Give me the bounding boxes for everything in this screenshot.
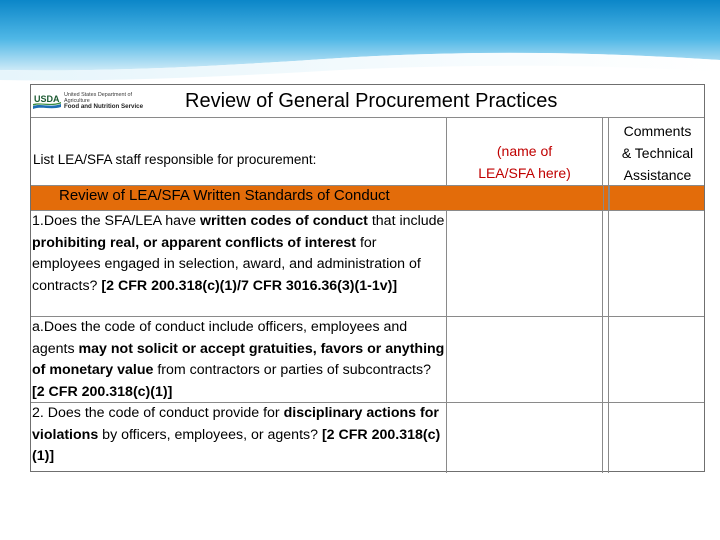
question-1a-text: a.Does the code of conduct include officers, employees and agents may not solicit or accept gratuities, favors or anything of monetary value from contractors or parties of subcontracts? [2 CFR 200.318(c)(1)] [32,319,445,400]
usda-logo-wordmark: USDA [34,94,60,104]
logo-line-2: Food and Nutrition Service [64,103,144,110]
staff-row [31,118,704,186]
answer-cell[interactable] [447,403,603,473]
question-row [31,317,704,403]
answer-cell[interactable] [447,211,603,316]
logo-line-1: United States Department of Agriculture [64,92,133,104]
decorative-wave-banner [0,0,720,95]
question-cell [31,211,447,316]
question-1-text: 1.Does the SFA/LEA have written codes of conduct that include prohibiting real, or apparent conflicts of interest for employees engaged in selection, award, and administration of contracts? [2 CFR 200.318(c)(1)/7 CFR 3016.36(3)(1-1v)] [32,213,445,294]
staff-label: List LEA/SFA staff responsible for procurement: [33,152,317,167]
section-header-row [31,186,704,211]
question-row [31,211,704,317]
lea-sfa-name-cell[interactable] [447,118,603,185]
question-cell [31,403,447,473]
usda-logo-icon [33,93,61,109]
section-comments-cell [609,186,706,210]
procurement-review-table [30,84,705,472]
staff-label-cell [31,118,447,185]
comments-cell[interactable] [609,403,706,473]
question-cell [31,317,447,402]
comments-cell[interactable] [609,211,706,316]
usda-logo [33,91,157,111]
comments-header-cell [609,118,706,185]
lea-sfa-name-placeholder: (name of LEA/SFA here) [478,143,571,181]
question-row [31,403,704,473]
usda-logo-text [64,92,157,110]
comments-cell[interactable] [609,317,706,402]
comments-header: Comments & Technical Assistance [621,123,694,183]
section-header-cell [31,186,447,210]
page-title: Review of General Procurement Practices [185,90,558,112]
answer-cell[interactable] [447,317,603,402]
title-row [31,85,704,118]
section-header-label: Review of LEA/SFA Written Standards of Conduct [59,187,390,204]
question-2-text: 2. Does the code of conduct provide for disciplinary actions for violations by officers, employees, or agents? [2 CFR 200.318(c)(1)] [32,405,441,465]
